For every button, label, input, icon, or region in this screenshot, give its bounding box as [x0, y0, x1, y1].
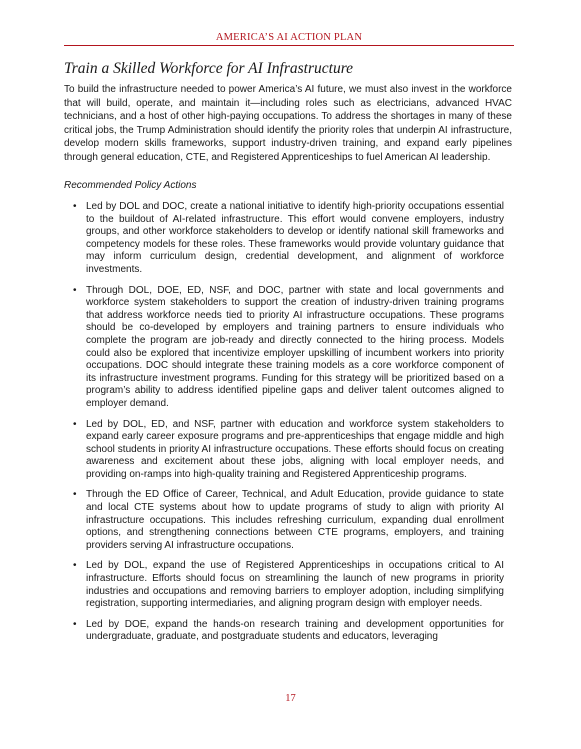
- page-number: 17: [285, 693, 296, 704]
- policy-action-item: • Through the ED Office of Career, Technical, and Adult Education, provide guidance to state and local CTE systems about how to update programs of study to align with priority AI infrastructure occupations. This includes refreshing curriculum, expanding dual enrollment options, and strengthening connections between CTE programs, employers, and training providers serving AI infrastructure occupations.: [86, 489, 504, 552]
- policy-action-item: • Led by DOL and DOC, create a national initiative to identify high-priority occupations essential to the buildout of AI-related infrastructure. This effort would convene employers, industry groups, and other workforce stakeholders to develop or identify national skill frameworks and competency models for these roles. These frameworks would provide voluntary guidance that may inform curriculum design, credential development, and alignment of workforce investments.: [86, 201, 504, 277]
- header-divider: [64, 45, 514, 46]
- policy-action-item: • Through DOL, DOE, ED, NSF, and DOC, partner with state and local governments and workforce system stakeholders to support the creation of industry-driven training programs that address workforce needs tied to priority AI infrastructure occupations. These programs should be co-developed by employers and training partners to ensure individuals who complete the program are job-ready and directly connected to the hiring process. Models could also be explored that incentivize employer upskilling of incumbent workers into priority occupations. DOC should integrate these training models as a core workforce component of its infrastructure investment programs. Funding for this strategy will be prioritized based on a program’s ability to address identified pipeline gaps and deliver talent outcomes aligned to employer demand.: [86, 285, 504, 411]
- policy-action-item: • Led by DOL, expand the use of Registered Apprenticeships in occupations critical to AI infrastructure. Efforts should focus on streamlining the launch of new programs in priority industries and occupations and removing barriers to employer adoption, including simplifying registration, supporting intermediaries, and aligning program design with employer needs.: [86, 560, 504, 610]
- recommended-actions-heading: Recommended Policy Actions: [64, 180, 197, 191]
- section-title: Train a Skilled Workforce for AI Infrastructure: [64, 60, 354, 77]
- policy-action-item: • Led by DOL, ED, and NSF, partner with education and workforce system stakeholders to expand early career exposure programs and pre-apprenticeships that engage middle and high school students in priority AI infrastructure occupations. These efforts should focus on creating awareness and excitement about these jobs, aligning with local employer needs, and providing on-ramps into high-quality training and Registered Apprenticeship programs.: [86, 419, 504, 482]
- intro-paragraph: To build the infrastructure needed to power America’s AI future, we must also invest in the workforce that will build, operate, and maintain it—including roles such as electricians, advanced HVAC technicians, and a host of other high-paying occupations. To address the shortages in many of these critical jobs, the Trump Administration should identify the priority roles that underpin AI infrastructure, develop modern skills frameworks, support industry-driven training, and expand early pipelines through general education, CTE, and Registered Apprenticeships to fuel American AI leadership.: [64, 84, 512, 163]
- policy-actions-list: [86, 201, 504, 652]
- policy-action-item: • Led by DOE, expand the hands-on research training and development opportunities for undergraduate, graduate, and postgraduate students and educators, leveraging: [86, 619, 504, 644]
- running-header: AMERICA’S AI ACTION PLAN: [215, 32, 363, 43]
